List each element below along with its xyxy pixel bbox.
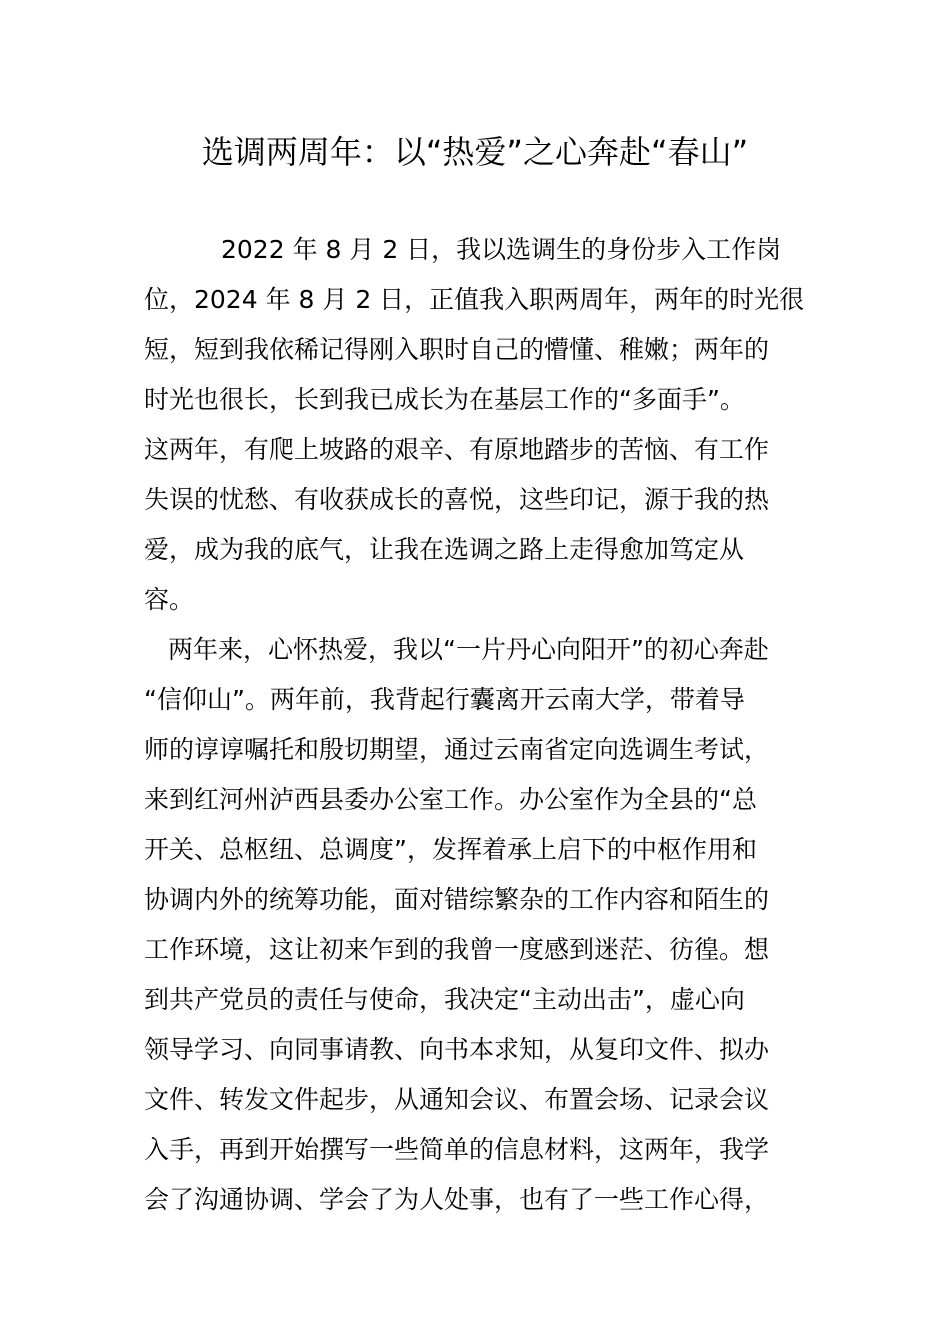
paragraph-line: 位，2024 年 8 月 2 日，正值我入职两周年，两年的时光很 (144, 285, 805, 314)
paragraph-line: 两年来，心怀热爱，我以“一片丹心向阳开”的初心奔赴 (168, 635, 769, 664)
paragraph-line: 会了沟通协调、学会了为人处事，也有了一些工作心得， (144, 1185, 770, 1214)
paragraph-line: 工作环境，这让初来乍到的我曾一度感到迷茫、彷徨。想 (144, 935, 770, 964)
document-title: 选调两周年：以“热爱”之心奔赴“春山” (201, 133, 749, 171)
paragraph-line: 爱，成为我的底气，让我在选调之路上走得愈加笃定从 (144, 535, 745, 564)
paragraph-line: 时光也很长，长到我已成长为在基层工作的“多面手”。 (144, 385, 745, 414)
paragraph-line: 来到红河州泸西县委办公室工作。办公室作为全县的“总 (144, 785, 757, 814)
paragraph-line: 容。 (144, 585, 195, 614)
paragraph-line: 协调内外的统筹功能，面对错综繁杂的工作内容和陌生的 (144, 885, 770, 914)
paragraph-line: 入手，再到开始撰写一些简单的信息材料，这两年，我学 (144, 1135, 770, 1164)
paragraph-line: 短，短到我依稀记得刚入职时自己的懵懂、稚嫩；两年的 (144, 335, 770, 364)
paragraph-line: 领导学习、向同事请教、向书本求知，从复印文件、拟办 (144, 1035, 770, 1064)
paragraph-line: 失误的忧愁、有收获成长的喜悦，这些印记，源于我的热 (144, 485, 770, 514)
paragraph-line: 2022 年 8 月 2 日，我以选调生的身份步入工作岗 (221, 235, 782, 264)
paragraph-line: “信仰山”。两年前，我背起行囊离开云南大学，带着导 (144, 685, 745, 714)
paragraph-line: 到共产党员的责任与使命，我决定“主动出击”，虚心向 (144, 985, 745, 1014)
paragraph-line: 文件、转发文件起步，从通知会议、布置会场、记录会议 (144, 1085, 770, 1114)
paragraph-line: 这两年，有爬上坡路的艰辛、有原地踏步的苦恼、有工作 (144, 435, 770, 464)
paragraph-line: 师的谆谆嘱托和殷切期望，通过云南省定向选调生考试， (144, 735, 770, 764)
paragraph-line: 开关、总枢纽、总调度”，发挥着承上启下的中枢作用和 (144, 835, 757, 864)
